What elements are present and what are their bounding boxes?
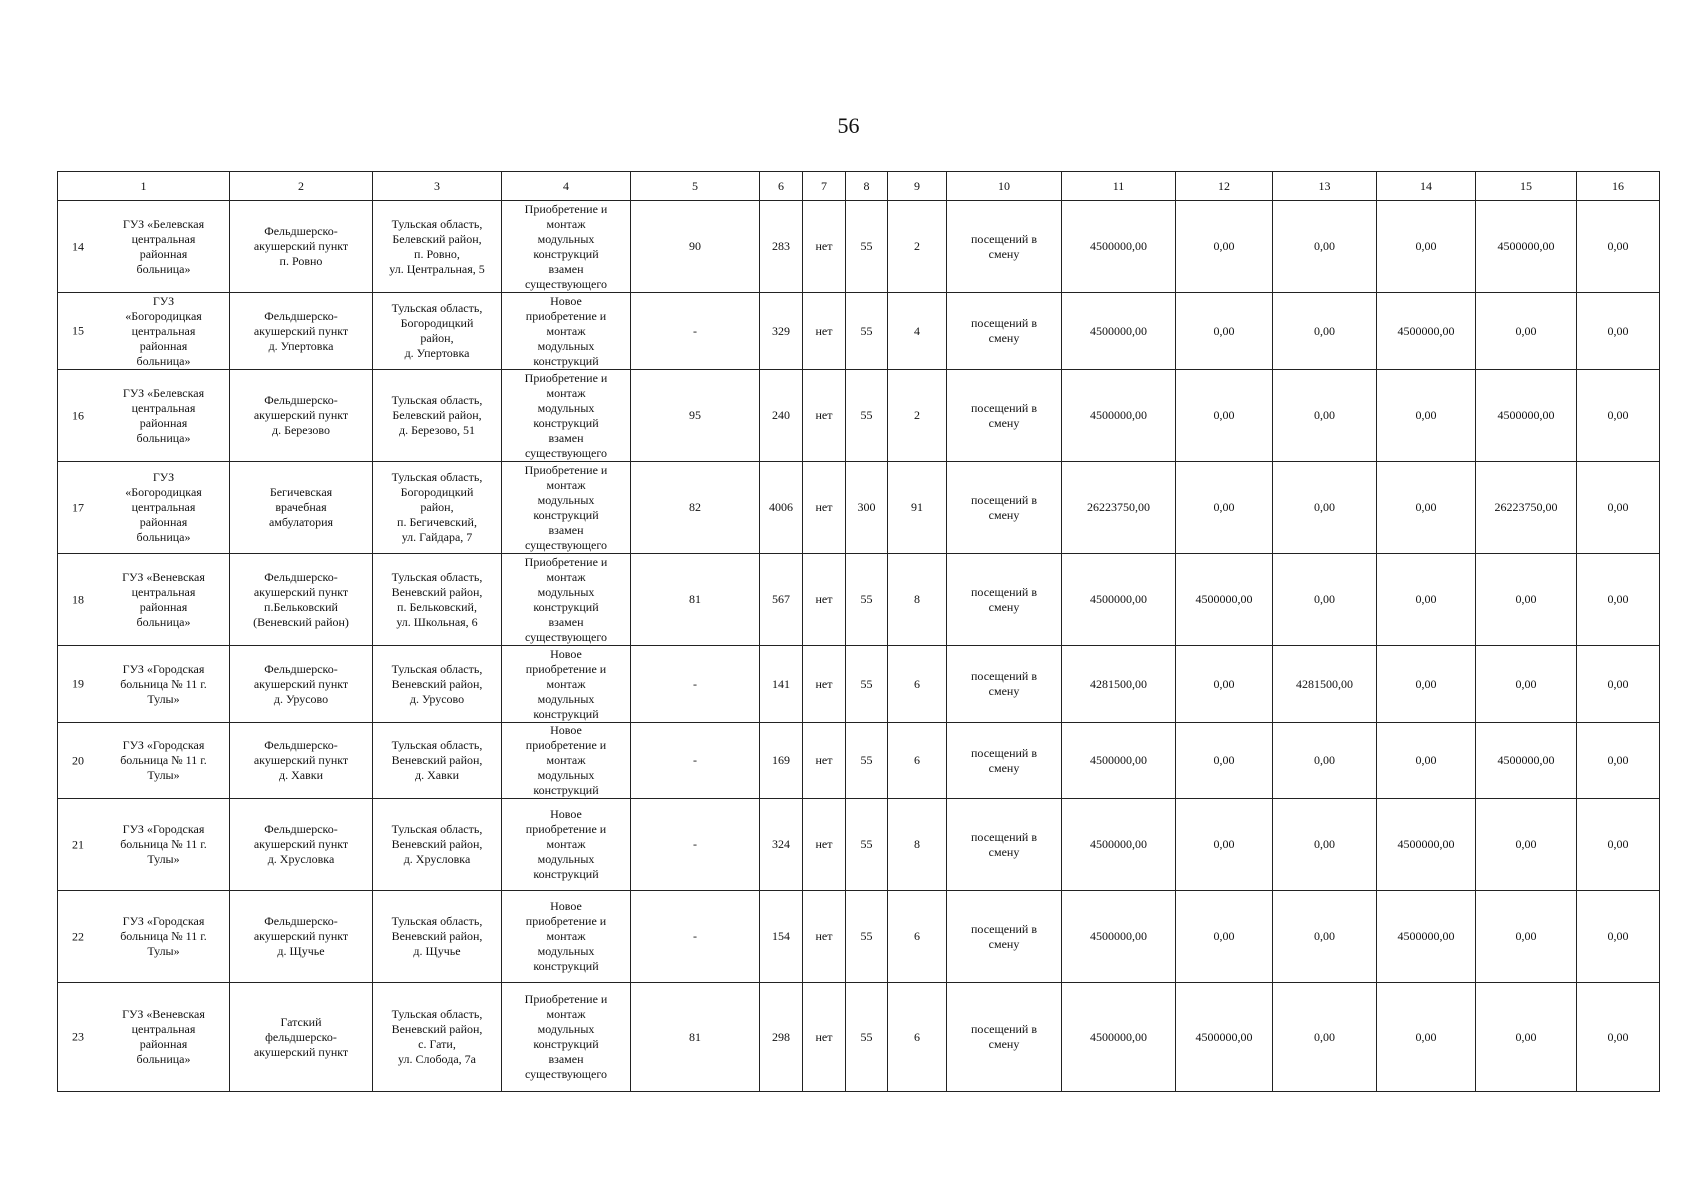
col11-cell: 4500000,00 [1062,370,1176,462]
col16-cell: 0,00 [1577,983,1660,1092]
col13-cell: 0,00 [1273,554,1377,646]
organization-column-cell [58,799,230,891]
facility-cell: Фельдшерско- акушерский пункт д. Хрусловка [230,799,373,891]
col6-cell: 324 [760,799,803,891]
address-cell: Тульская область, Белевский район, п. Ровно, ул. Центральная, 5 [373,201,502,293]
col15-cell: 0,00 [1476,891,1577,983]
col15-cell: 0,00 [1476,554,1577,646]
col6-cell: 141 [760,646,803,723]
col13-cell: 0,00 [1273,723,1377,799]
address-cell: Тульская область, Веневский район, п. Бельковский, ул. Школьная, 6 [373,554,502,646]
col7-cell: нет [803,723,846,799]
col14-cell: 0,00 [1377,983,1476,1092]
col7-cell: нет [803,370,846,462]
row-number: 15 [72,323,84,338]
col5-cell: - [631,799,760,891]
col14-cell: 0,00 [1377,646,1476,723]
organization-column-cell [58,370,230,462]
col12-cell: 0,00 [1176,891,1273,983]
col9-cell: 8 [888,554,947,646]
col14-cell: 0,00 [1377,201,1476,293]
work-type-cell: Приобретение и монтаж модульных конструкций взамен существующего [502,462,631,554]
col15-cell: 26223750,00 [1476,462,1577,554]
col12-cell: 0,00 [1176,462,1273,554]
row-number: 14 [72,239,84,253]
col11-cell: 4500000,00 [1062,293,1176,370]
col16-cell: 0,00 [1577,891,1660,983]
col6-cell: 154 [760,891,803,983]
col16-cell: 0,00 [1577,554,1660,646]
address-cell: Тульская область, Веневский район, д. Урусово [373,646,502,723]
facility-cell: Фельдшерско- акушерский пункт д. Щучье [230,891,373,983]
organization-name: ГУЗ «Белевская центральная районная больница» [122,216,205,276]
column-header: 12 [1176,172,1273,201]
work-type-cell: Новое приобретение и монтаж модульных конструкций [502,799,631,891]
facility-cell: Фельдшерско- акушерский пункт п. Ровно [230,201,373,293]
col7-cell: нет [803,293,846,370]
column-header: 1 [58,172,230,201]
row-number: 16 [72,408,84,422]
col15-cell: 0,00 [1476,293,1577,370]
work-type-cell: Новое приобретение и монтаж модульных конструкций [502,293,631,370]
unit-cell: посещений в смену [947,554,1062,646]
col5-cell: 95 [631,370,760,462]
col7-cell: нет [803,983,846,1092]
col16-cell: 0,00 [1577,646,1660,723]
column-header: 6 [760,172,803,201]
unit-cell: посещений в смену [947,462,1062,554]
table-row [58,646,1660,723]
col11-cell: 4500000,00 [1062,983,1176,1092]
organization-column-cell [58,201,230,293]
col13-cell: 4281500,00 [1273,646,1377,723]
col9-cell: 2 [888,370,947,462]
col7-cell: нет [803,554,846,646]
col5-cell: 81 [631,554,760,646]
organization-column-cell [58,983,230,1092]
col15-cell: 4500000,00 [1476,723,1577,799]
facility-cell: Фельдшерско- акушерский пункт д. Упертовка [230,293,373,370]
col15-cell: 4500000,00 [1476,370,1577,462]
col9-cell: 6 [888,646,947,723]
organization-name: ГУЗ «Городская больница № 11 г. Тулы» [120,914,207,958]
table-body [58,201,1660,1092]
col9-cell: 6 [888,983,947,1092]
organization-column-cell [58,293,230,370]
organization-name: ГУЗ «Городская больница № 11 г. Тулы» [120,661,207,706]
row-number: 20 [72,753,84,767]
organization-name: ГУЗ «Веневская центральная районная больница» [122,569,205,629]
col5-cell: - [631,891,760,983]
organization-column-cell [58,554,230,646]
organization-column-cell [58,891,230,983]
col12-cell: 0,00 [1176,293,1273,370]
facility-cell: Гатский фельдшерско- акушерский пункт [230,983,373,1092]
unit-cell: посещений в смену [947,201,1062,293]
address-cell: Тульская область, Веневский район, д. Щучье [373,891,502,983]
row-number: 23 [72,1029,84,1044]
row-number: 22 [72,929,84,943]
col15-cell: 4500000,00 [1476,201,1577,293]
column-header: 9 [888,172,947,201]
organization-name: ГУЗ «Веневская центральная районная больница» [122,1007,205,1066]
col9-cell: 8 [888,799,947,891]
col14-cell: 4500000,00 [1377,293,1476,370]
row-number: 17 [72,500,84,514]
col11-cell: 26223750,00 [1062,462,1176,554]
organization-column-cell [58,723,230,799]
col5-cell: - [631,293,760,370]
column-header: 11 [1062,172,1176,201]
col12-cell: 0,00 [1176,723,1273,799]
address-cell: Тульская область, Богородицкий район, д. Упертовка [373,293,502,370]
col8-cell: 55 [846,723,888,799]
table-row [58,201,1660,293]
col8-cell: 55 [846,370,888,462]
col8-cell: 55 [846,799,888,891]
col11-cell: 4281500,00 [1062,646,1176,723]
col14-cell: 4500000,00 [1377,799,1476,891]
col16-cell: 0,00 [1577,201,1660,293]
col6-cell: 567 [760,554,803,646]
col14-cell: 0,00 [1377,723,1476,799]
column-header: 3 [373,172,502,201]
address-cell: Тульская область, Богородицкий район, п. Бегичевский, ул. Гайдара, 7 [373,462,502,554]
col7-cell: нет [803,646,846,723]
facility-cell: Фельдшерско- акушерский пункт д. Урусово [230,646,373,723]
col8-cell: 55 [846,983,888,1092]
row-number: 19 [72,676,84,691]
table-row [58,799,1660,891]
col7-cell: нет [803,891,846,983]
col9-cell: 91 [888,462,947,554]
organization-name: ГУЗ «Богородицкая центральная районная больница» [125,470,202,544]
col11-cell: 4500000,00 [1062,201,1176,293]
col5-cell: - [631,723,760,799]
facility-cell: Фельдшерско- акушерский пункт п.Бельковский (Веневский район) [230,554,373,646]
unit-cell: посещений в смену [947,370,1062,462]
col11-cell: 4500000,00 [1062,554,1176,646]
address-cell: Тульская область, Веневский район, с. Гати, ул. Слобода, 7а [373,983,502,1092]
column-header: 15 [1476,172,1577,201]
col15-cell: 0,00 [1476,983,1577,1092]
work-type-cell: Приобретение и монтаж модульных конструкций взамен существующего [502,201,631,293]
row-number: 18 [72,592,84,606]
col13-cell: 0,00 [1273,983,1377,1092]
col11-cell: 4500000,00 [1062,723,1176,799]
work-type-cell: Приобретение и монтаж модульных конструкций взамен существующего [502,983,631,1092]
col7-cell: нет [803,799,846,891]
column-header: 7 [803,172,846,201]
col14-cell: 4500000,00 [1377,891,1476,983]
col13-cell: 0,00 [1273,891,1377,983]
col13-cell: 0,00 [1273,293,1377,370]
unit-cell: посещений в смену [947,723,1062,799]
col5-cell: 82 [631,462,760,554]
col8-cell: 55 [846,293,888,370]
col12-cell: 0,00 [1176,201,1273,293]
col12-cell: 0,00 [1176,799,1273,891]
facility-cell: Фельдшерско- акушерский пункт д. Березово [230,370,373,462]
table-row [58,370,1660,462]
table-row [58,462,1660,554]
col8-cell: 300 [846,462,888,554]
col11-cell: 4500000,00 [1062,799,1176,891]
col9-cell: 6 [888,891,947,983]
col5-cell: 90 [631,201,760,293]
col13-cell: 0,00 [1273,370,1377,462]
column-header: 2 [230,172,373,201]
facility-cell: Бегичевская врачебная амбулатория [230,462,373,554]
col8-cell: 55 [846,554,888,646]
col6-cell: 298 [760,983,803,1092]
unit-cell: посещений в смену [947,799,1062,891]
col6-cell: 169 [760,723,803,799]
col13-cell: 0,00 [1273,799,1377,891]
col14-cell: 0,00 [1377,462,1476,554]
column-header: 5 [631,172,760,201]
col9-cell: 2 [888,201,947,293]
col16-cell: 0,00 [1577,370,1660,462]
table-row [58,891,1660,983]
col6-cell: 329 [760,293,803,370]
work-type-cell: Приобретение и монтаж модульных конструкций взамен существующего [502,370,631,462]
column-header: 16 [1577,172,1660,201]
table-row [58,554,1660,646]
organization-column-cell [58,462,230,554]
row-number: 21 [72,837,84,851]
col8-cell: 55 [846,646,888,723]
col13-cell: 0,00 [1273,201,1377,293]
col5-cell: 81 [631,983,760,1092]
address-cell: Тульская область, Веневский район, д. Хрусловка [373,799,502,891]
col9-cell: 4 [888,293,947,370]
page-number: 56 [837,113,860,138]
col9-cell: 6 [888,723,947,799]
col16-cell: 0,00 [1577,799,1660,891]
unit-cell: посещений в смену [947,293,1062,370]
table-row [58,723,1660,799]
col11-cell: 4500000,00 [1062,891,1176,983]
col7-cell: нет [803,201,846,293]
col15-cell: 0,00 [1476,646,1577,723]
col6-cell: 4006 [760,462,803,554]
col12-cell: 4500000,00 [1176,554,1273,646]
col16-cell: 0,00 [1577,723,1660,799]
unit-cell: посещений в смену [947,891,1062,983]
organization-name: ГУЗ «Белевская центральная районная больница» [122,385,205,445]
column-header: 14 [1377,172,1476,201]
col8-cell: 55 [846,201,888,293]
col12-cell: 0,00 [1176,646,1273,723]
col7-cell: нет [803,462,846,554]
organization-column-cell [58,646,230,723]
address-cell: Тульская область, Белевский район, д. Березово, 51 [373,370,502,462]
organization-name: ГУЗ «Богородицкая центральная районная больница» [125,293,202,368]
organization-name: ГУЗ «Городская больница № 11 г. Тулы» [120,738,207,782]
col12-cell: 4500000,00 [1176,983,1273,1092]
work-type-cell: Новое приобретение и монтаж модульных конструкций [502,891,631,983]
unit-cell: посещений в смену [947,983,1062,1092]
col8-cell: 55 [846,891,888,983]
address-cell: Тульская область, Веневский район, д. Хавки [373,723,502,799]
col6-cell: 240 [760,370,803,462]
col5-cell: - [631,646,760,723]
column-header: 10 [947,172,1062,201]
facility-cell: Фельдшерско- акушерский пункт д. Хавки [230,723,373,799]
column-header: 8 [846,172,888,201]
column-header: 4 [502,172,631,201]
col16-cell: 0,00 [1577,462,1660,554]
organization-name: ГУЗ «Городская больница № 11 г. Тулы» [120,822,207,866]
table-row [58,293,1660,370]
column-header: 13 [1273,172,1377,201]
work-type-cell: Новое приобретение и монтаж модульных конструкций [502,646,631,723]
table-row [58,983,1660,1092]
unit-cell: посещений в смену [947,646,1062,723]
work-type-cell: Приобретение и монтаж модульных конструкций взамен существующего [502,554,631,646]
col16-cell: 0,00 [1577,293,1660,370]
col14-cell: 0,00 [1377,554,1476,646]
table-header [58,172,1660,201]
data-table [57,171,1660,1092]
col12-cell: 0,00 [1176,370,1273,462]
col13-cell: 0,00 [1273,462,1377,554]
col14-cell: 0,00 [1377,370,1476,462]
col15-cell: 0,00 [1476,799,1577,891]
work-type-cell: Новое приобретение и монтаж модульных конструкций [502,723,631,799]
col6-cell: 283 [760,201,803,293]
